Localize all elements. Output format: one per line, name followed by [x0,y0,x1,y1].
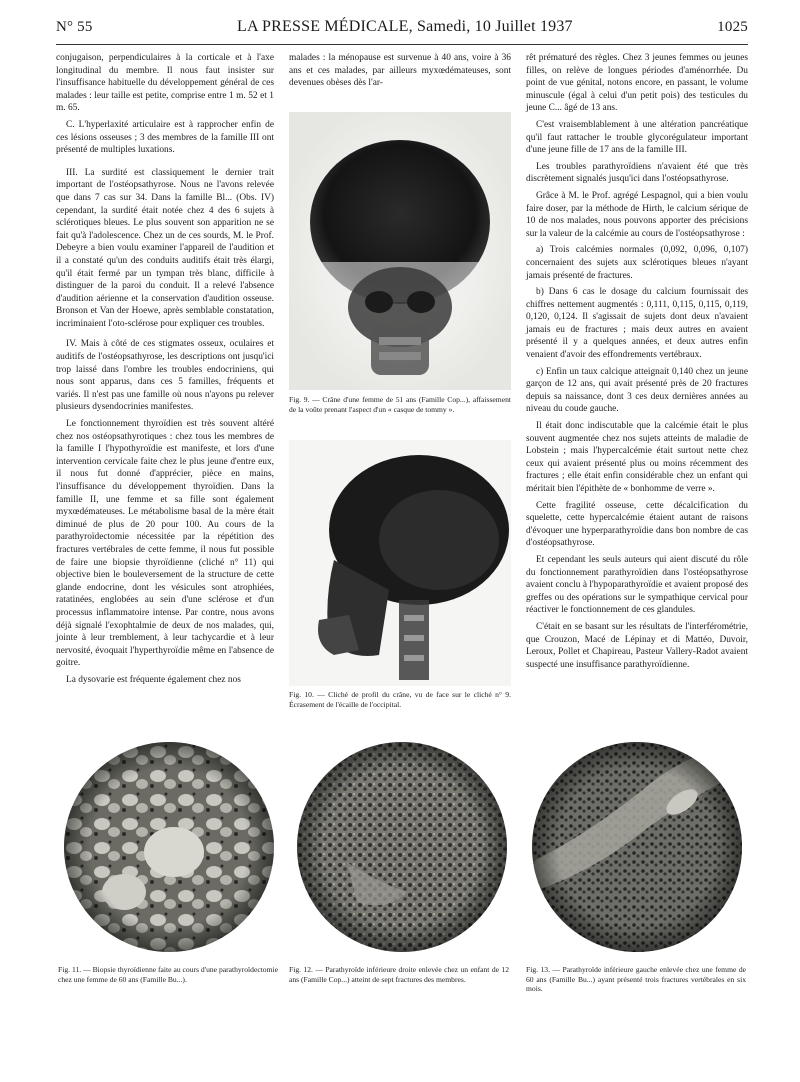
paragraph: Les troubles parathyroïdiens n'avaient été que très discrètement signalés jusqu'ici dans l'ostéopsathyrose. [526,161,748,185]
thyroid-biopsy-micrograph [64,742,274,952]
paragraph: Il était donc indiscutable que la calcémie était le plus souvent augmentée chez nos sujets atteints de maladie de Lobstein ; mais l'hypercalcémie était surtout nette chez ceux qui avaient présenté plus ou moins récemment des fractures ; elle était enfin considérable chez un enfant qui méritait bien l'épithète de « bonhomme de verre ». [526,421,748,494]
paragraph: Le fonctionnement thyroïdien est très souvent altéré chez nos ostéopsathyrotiques : chez tous les membres de la famille I l'hypothyroïdie est manifeste, et lors d'une intervention cervicale faite chez le plus jeune d'entre eux, il nous fut donné d'apprécier, pièce en mains, l'insuffisance du développement thyroïdien. Dans la famille II, une femme et sa fille sont également myxœdémateuses. Le métabolisme basal de la mère était diminué de plus de 20 pour 100. Au cours de la parathyroïdectomie nécessitée par la répétition des fractures vertébrales de cette femme, il nous fut possible de faire une biopsie thyroïdienne (cliché n° 11) qui objective bien le bouleversement de la structure de cette glande endocrine, dont les vésicules sont atrophiées, ratatinées, englobées au sein d'une sclérose et d'un processus inflammatoire intense. Par contre, nous avons déjà signalé l'exophtalmie de deux de nos malades, qui, jointe à leur tremblement, à leur tachycardie et à leur nervosité, évoquait l'hyperthyroïdie même en l'absence de goitre. [56,419,274,669]
paragraph: Et cependant les seuls auteurs qui aient discuté du rôle du fonctionnement parathyroïdien dans l'ostéopsathyrose avaient conclu à l'hypoparathyroïdie et avaient proposé des greffes ou des opérations sur le sympathique cervical pour réactiver le fonctionnement de ces glandules. [526,554,748,616]
figure-10-caption: Fig. 10. — Cliché de profil du crâne, vu de face sur le cliché n° 9. Écrasement de l'écaille de l'occipital. [289,690,511,709]
journal-date-line [237,18,573,36]
text-column-middle [289,52,511,94]
issue-date: Samedi, 10 Juillet 1937 [417,18,573,35]
text-column-left [56,52,274,691]
skull-xray-profile-figure [289,440,511,686]
figure-11-caption: Fig. 11. — Biopsie thyroïdienne faite au cours d'une parathyroïdectomie chez une femme de 60 ans (Famille Bu...). [58,965,278,984]
journal-title: LA PRESSE MÉDICALE, [237,18,413,35]
skull-front-xray-image [289,112,511,390]
parathyroid-left-micrograph [532,742,742,952]
running-header [56,18,748,42]
figure-9-caption: Fig. 9. — Crâne d'une femme de 51 ans (Famille Cop...), affaissement de la voûte prenant l'aspect d'un « casque de tommy ». [289,395,511,414]
page-number: 1025 [717,19,748,35]
figure-13-caption: Fig. 13. — Parathyroïde inférieure gauche enlevée chez une femme de 60 ans (Famille Bu...) ayant présenté trois fractures vertébrales en six mois. [526,965,746,994]
micrograph-12-image [297,742,507,952]
issue-number: N° 55 [56,19,93,35]
paragraph: C'est vraisemblablement à une altération pancréatique qu'il faut rattacher le trouble glycorégulateur important d'une jeune fille de 17 ans de la famille III. [526,119,748,156]
paragraph: a) Trois calcémies normales (0,092, 0,096, 0,107) concernaient des sujets aux sclérotiques bleues n'ayant jamais présenté de fractures. [526,245,748,281]
paragraph: malades : la ménopause est survenue à 40 ans, voire à 36 ans et ces malades, par ailleurs myxœdémateuses, sont devenues obèses dès l'ar- [289,53,511,89]
micrograph-11-image [64,742,274,952]
micrograph-13-image [532,742,742,952]
paragraph: Cette fragilité osseuse, cette décalcification du squelette, cette hypercalcémie étaient autant de raisons d'évoquer une hyperparathyroïdie dans bon nombre de cas d'ostéopsathyrose. [526,500,748,549]
paragraph: Grâce à M. le Prof. agrégé Lespagnol, qui a bien voulu faire doser, par la méthode de Hirth, le calcium sérique de 10 de nos malades, nous pouvons apporter des précisions sur la valeur de la calcémie au cours de l'ostéopsathyrose : [526,190,748,239]
skull-xray-front-figure [289,112,511,390]
skull-profile-xray-image [289,440,511,686]
parathyroid-right-micrograph [297,742,507,952]
figure-12-caption: Fig. 12. — Parathyroïde inférieure droite enlevée chez un enfant de 12 ans (Famille Cop...) atteint de sept fractures des membres. [289,965,509,984]
paragraph: b) Dans 6 cas le dosage du calcium fournissait des chiffres nettement augmentés : 0,111, 0,115, 0,115, 0,119, 0,120, 0,124. Il s'agissait de sujets dont deux n'avaient jamais eu de fractures ; mais deux autres en avaient présenté il y a quelques années, et deux autres enfin venaient d'avoir des effondrements vertébraux. [526,287,748,361]
paragraph: III. La surdité est classiquement le dernier trait important de l'ostéopsathyrose. Nous ne l'avons relevée que dans 7 cas sur 34. Dans la famille Bl... (Obs. IV) cependant, la surdité était notée chez 4 des 6 sujets à sclérotiques bleues. Le plus souvent son apparition ne se fait qu'à l'adolescence. Chez un de ces sourds, M. le Prof. Debeyre a bien voulu examiner l'appareil de l'audition et il a constaté qu'un des conduits auditifs était très élargi, qu'il était fermé par un tympan très blanc, difficile à distinguer de la paroi du conduit. Il a relevé l'absence d'audition aérienne et la conservation d'audition osseuse. Bronson et Van der Hoewe, après semblable constatation, incriminaient l'oto-sclérose pour expliquer ces troubles. [56,167,274,329]
paragraph: rêt prématuré des règles. Chez 3 jeunes femmes ou jeunes filles, on relève de longues périodes d'aménorrhée. Du point de vue génital, notons encore, en passant, le volume minuscule (égal à celui d'un petit pois) des testicules du jeune C... âgé de 13 ans. [526,53,748,114]
paragraph: IV. Mais à côté de ces stigmates osseux, oculaires et auditifs de l'ostéopsathyrose, les descriptions ont jusqu'ici trop laissé dans l'ombre les troubles endocriniens, qui nous sont apparus, dans ces 5 familles, fréquents et variés. Il n'est pas une famille où nous n'ayons pu relever plusieurs dysendocrinies manifestes. [56,339,274,413]
paragraph: C. L'hyperlaxité articulaire est à rapprocher enfin de ces lésions osseuses ; 3 des membres de la famille III ont présenté de multiples luxations. [56,119,274,156]
paragraph: La dysovarie est fréquente également chez nos [66,674,241,685]
paragraph: C'était en se basant sur les résultats de l'interférométrie, que Crouzon, Macé de Lépinay et di Mattéo, Duvoir, Leroux, Pollet et Chapireau, Pasteur Vallery-Radot avaient suspecté une insuffisance parathyroïdienne. [526,621,748,670]
paragraph: conjugaison, perpendiculaires à la corticale et à l'axe longitudinal du membre. Il nous faut insister sur l'insuffisance habituelle du développement général de ces malades : leur taille est petite, comprise entre 1 m. 52 et 1 m. 65. [56,53,274,114]
paragraph: c) Enfin un taux calcique atteignait 0,140 chez un jeune garçon de 12 ans, qui avait présenté près de 20 fractures depuis sa naissance, dont 3 ces deux dernières années au niveau du coude gauche. [526,366,748,415]
header-rule [56,44,748,45]
text-column-right [526,52,748,675]
